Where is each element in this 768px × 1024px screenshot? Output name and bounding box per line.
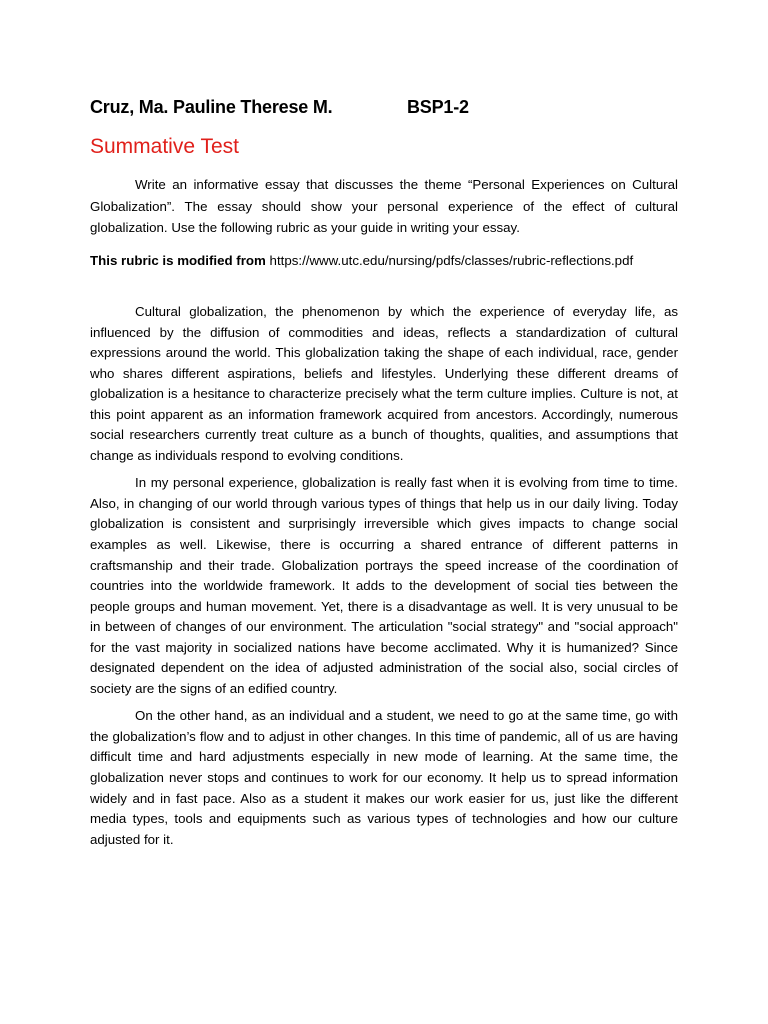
- instructions-paragraph: Write an informative essay that discusses the theme “Personal Experiences on Cultural Globalization”. The essay should show your personal experience of the effect of cultural globalization. Use the following rubric as your guide in writing your essay.: [90, 177, 678, 235]
- student-section: BSP1-2: [407, 97, 469, 117]
- rubric-url: https://www.utc.edu/nursing/pdfs/classes/rubric-reflections.pdf: [269, 253, 634, 268]
- essay-paragraph-3: On the other hand, as an individual and a student, we need to go at the same time, go with the globalization’s flow and to adjust in other changes. In this time of pandemic, all of us are having difficult time and hard adjustments especially in new mode of learning. At the same time, the globalization never stops and continues to work for our economy. It help us to spread information widely and in fast pace. Also as a student it makes our work easier for us, just like the different media types, tools and equipments such as various types of technologies and how our culture adjusted for it.: [90, 708, 678, 847]
- essay-body: [90, 302, 678, 857]
- essay-paragraph-2: In my personal experience, globalization is really fast when it is evolving from time to time. Also, in changing of our world through various types of things that help us in our daily living. Today globalization is consistent and surprisingly irreversible which gives impacts to change social examples as well. Likewise, there is occurring a shared entrance of different patterns in craftsmanship and their trade. Globalization portrays the speed increase of the coordination of countries into the worldwide framework. It adds to the development of social ties between the people groups and human movement. Yet, there is a disadvantage as well. It is very unusual to be in between of changes of our environment. The articulation "social strategy" and "social approach" for the vast majority in socialized nations have become acclimated. Why it is humanized? Since designated dependent on the idea of adjusted administration of the social also, social circles of society are the signs of an edified country.: [90, 475, 678, 696]
- page-title: Summative Test: [90, 135, 239, 158]
- document-page: [90, 0, 678, 1024]
- rubric-label: This rubric is modified from: [90, 253, 266, 268]
- essay-paragraph-1: Cultural globalization, the phenomenon by which the experience of everyday life, as influenced by the diffusion of commodities and ideas, reflects a standardization of cultural expressions around the world. This globalization taking the shape of each individual, race, gender who shares different aspirations, beliefs and lifestyles. Underlying these different dreams of globalization is a hesitance to characterize precisely what the term culture implies. Culture is not, at this point apparent as an information framework acquired from ancestors. Accordingly, numerous social researchers currently treat culture as a bunch of thoughts, qualities, and assumptions that change as individuals respond to evolving conditions.: [90, 304, 678, 463]
- student-name: Cruz, Ma. Pauline Therese M.: [90, 97, 333, 117]
- student-header: [90, 95, 678, 119]
- rubric-source: [90, 250, 690, 272]
